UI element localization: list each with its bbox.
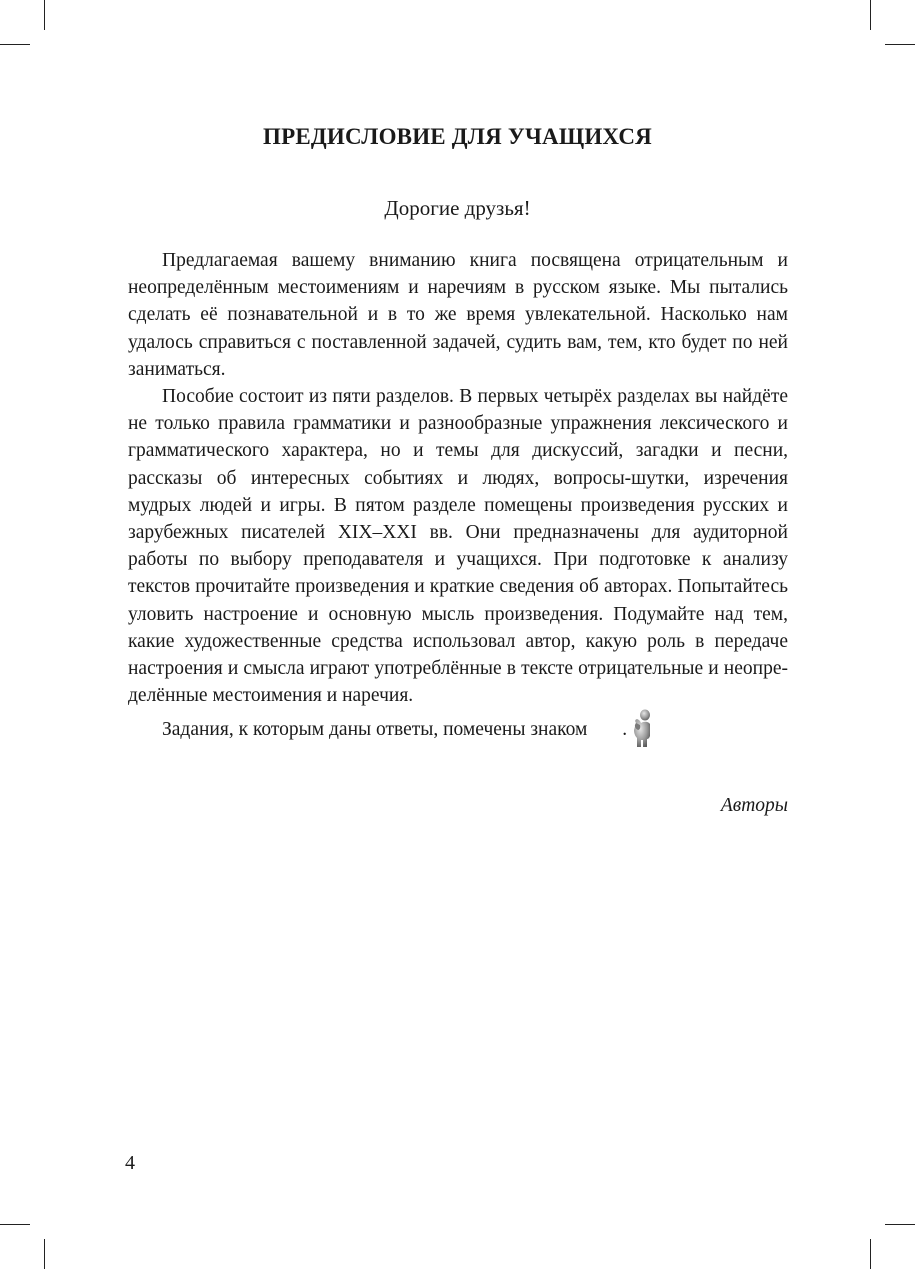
paragraph: Предлагаемая вашему вниманию книга посвящена отрицательным и неопределённым местоимениям и наречиям в русском языке. Мы пытались сделать её познавательной и в то же время увлекательной. Насколько нам удалось справиться с поставленной задачей, судить вам, тем, кто будет по ней заниматься. (128, 250, 788, 380)
paragraph: Пособие состоит из пяти разделов. В первых четырёх разделах вы найдёте не только правила грамматики и разнообразные упражнения лексического и грамматического характера, но и темы для дискуссий, загадки и песни, рассказы об интересных событиях и людях, вопросы-шутки, изречения мудрых людей и игры. В пятом разделе помещены произведения русских и зарубежных писателей XIX–XXI вв. Они предназначены для аудиторной работы по выбору преподавателя и учащихся. При подготовке к анализу текстов прочитайте произведения и краткие сведения об авторах. Попытайтесь уловить настроение и основную мысль произведения. Подумайте над тем, какие художественные средства использовал автор, какую роль в передаче настроения и смысла играют употреблённые в тексте отрицательные и неопределённые местоимения и наречия. (128, 386, 788, 707)
crop-mark (44, 1239, 45, 1269)
crop-mark (0, 1224, 30, 1225)
crop-mark (44, 0, 45, 30)
crop-mark (870, 1239, 871, 1269)
answers-note-text: Задания, к которым даны ответы, помечены знаком (162, 719, 588, 741)
crop-mark (885, 44, 915, 45)
crop-mark (870, 0, 871, 30)
signature: Авторы (720, 795, 788, 816)
thinking-person-icon (594, 709, 622, 749)
crop-mark (0, 44, 30, 45)
page-number: 4 (125, 1152, 135, 1174)
greeting: Дорогие друзья! (384, 196, 531, 220)
preface-body (128, 247, 788, 749)
crop-mark (885, 1224, 915, 1225)
answers-note-line (128, 709, 788, 749)
answers-note-end: . (622, 719, 628, 741)
page-title: ПРЕДИСЛОВИЕ ДЛЯ УЧАЩИХСЯ (263, 124, 652, 149)
